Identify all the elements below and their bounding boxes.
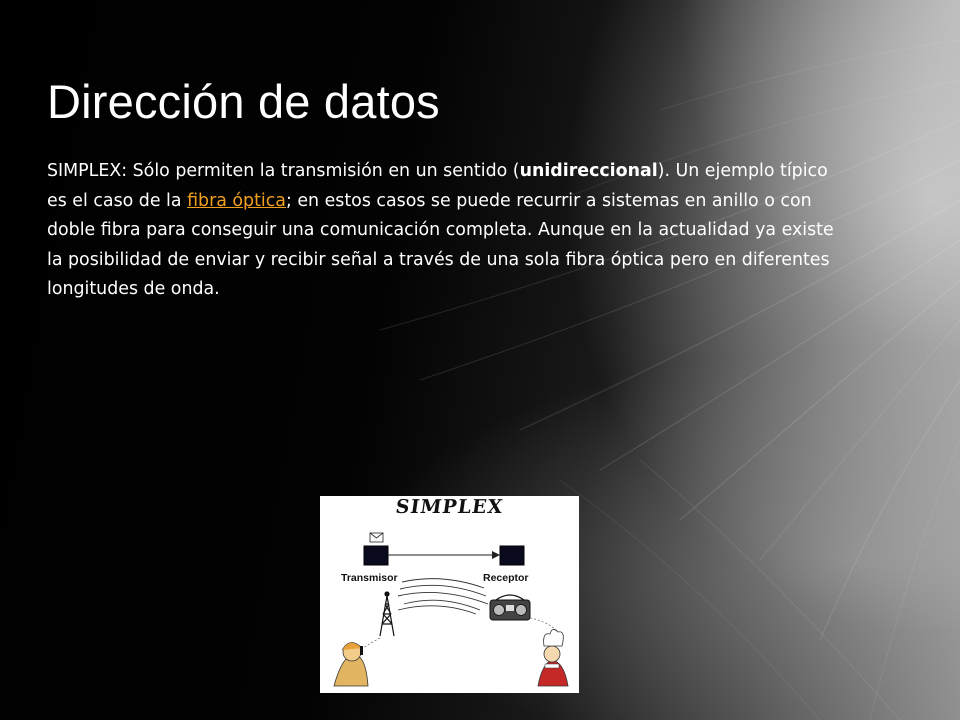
radio-tower-icon [380,592,394,636]
chef-listener-icon [538,629,568,686]
receiver-box [500,546,524,565]
paragraph-text-3: ; en estos casos se puede recurrir a sistemas en anillo o con doble fibra para conseguir una comunicación completa. Aunque en la actualidad ya existe la posibilidad de enviar y recibir señal a través de una sola fibra óptica pero en diferentes longitudes de onda. [47,190,834,299]
diagram-title: SIMPLEX [394,496,505,518]
paragraph-text-2: ). Un ejemplo típico es el caso de la [47,161,828,211]
slide-paragraph [47,157,847,305]
transmitter-box [364,546,388,565]
transmitter-label: Transmisor [341,572,398,584]
boombox-radio-icon [490,595,530,620]
signal-waves [398,579,488,614]
person-microphone-icon [334,642,368,686]
envelope-icon [370,533,383,542]
paragraph-bold-term: unidireccional [519,161,658,181]
paragraph-text-1: SIMPLEX: Sólo permiten la transmisión en un sentido ( [47,161,520,181]
receiver-label: Receptor [483,572,529,584]
slide-title: Dirección de datos [47,75,440,128]
simplex-diagram-graphics [320,496,579,693]
fibra-optica-link[interactable]: fibra óptica [187,190,286,211]
simplex-diagram-image [320,496,579,693]
